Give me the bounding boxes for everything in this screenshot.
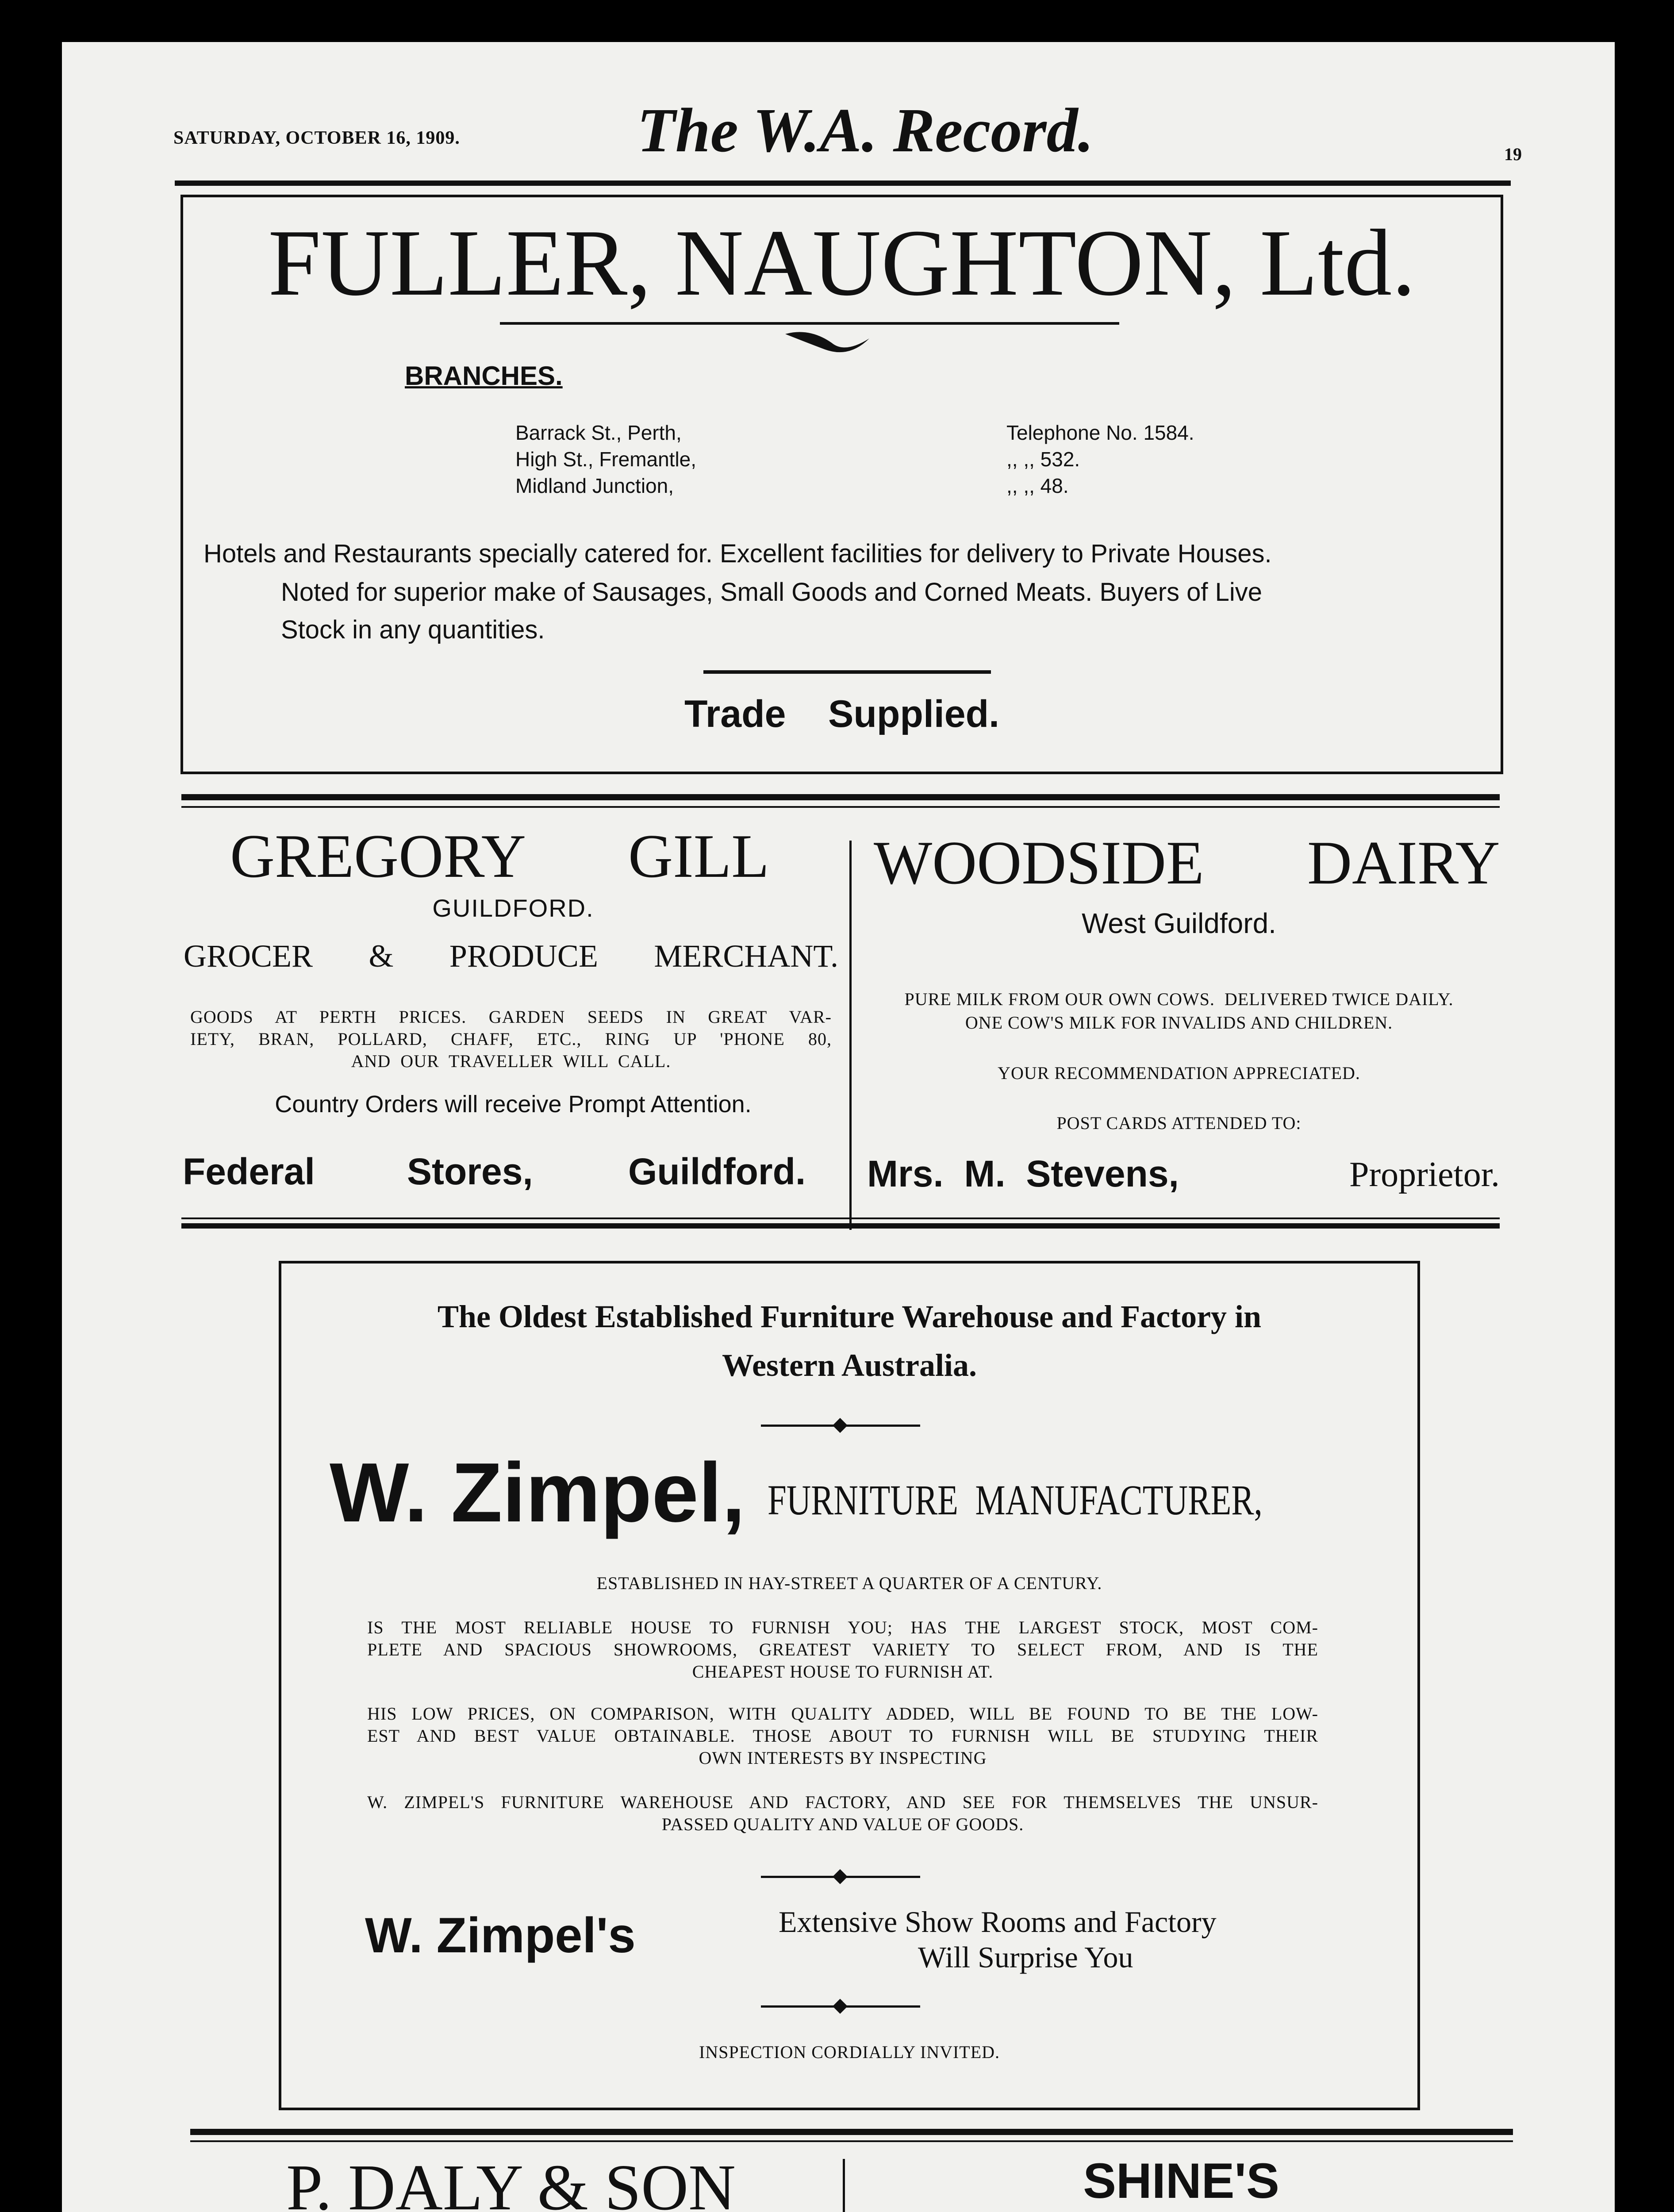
zimpel-p1-line-3: CHEAPEST HOUSE TO FURNISH AT. [692, 1662, 994, 1682]
gregory-subtitle: GUILDFORD. [432, 894, 594, 922]
zimpel-p1-line-2: PLETE AND SPACIOUS SHOWROOMS, GREATEST VARIETY TO SELECT FROM, AND IS THE [367, 1640, 1318, 1659]
woodside-line-2: ONE COW'S MILK FOR INVALIDS AND CHILDREN. [965, 1013, 1393, 1033]
fuller-title-rule [500, 322, 1119, 325]
shine-title: SHINE'S [1083, 2153, 1279, 2208]
flourish-ornament [783, 325, 872, 365]
fuller-body-line-3: Stock in any quantities. [281, 615, 545, 644]
branches-list [515, 419, 1223, 499]
section-rule-1 [181, 794, 1500, 800]
woodside-footer-name: Mrs. M. Stevens, [867, 1153, 1179, 1194]
zimpel-ad-box [279, 1261, 1420, 2110]
zimpel-footer-text-2: Will Surprise You [918, 1940, 1133, 1974]
branch-phone: ,, ,, 48. [1006, 474, 1069, 497]
section-rule-1b [181, 806, 1500, 808]
zimpel-p2-line-1: HIS LOW PRICES, ON COMPARISON, WITH QUALITY ADDED, WILL BE FOUND TO BE THE LOW- [367, 1704, 1318, 1724]
zimpel-established: ESTABLISHED IN HAY-STREET A QUARTER OF A CENTURY. [596, 1573, 1102, 1593]
fuller-divider [703, 670, 991, 674]
header-rule [175, 180, 1511, 186]
section-rule-2 [181, 1217, 1500, 1219]
woodside-line-1: PURE MILK FROM OUR OWN COWS. DELIVERED TWICE DAILY. [904, 989, 1454, 1009]
masthead: The W.A. Record. [637, 95, 1094, 165]
woodside-title-right: DAIRY [1307, 829, 1500, 897]
zimpel-footer-name: W. Zimpel's [365, 1908, 636, 1963]
branch-location: High St., Fremantle, [515, 448, 697, 471]
zimpel-p3-line-1: W. ZIMPEL'S FURNITURE WAREHOUSE AND FACTORY, AND SEE FOR THEMSELVES THE UNSUR- [367, 1792, 1318, 1812]
branch-phone: Telephone No. 1584. [1006, 421, 1194, 444]
zimpel-invite: INSPECTION CORDIALLY INVITED. [699, 2042, 1000, 2062]
woodside-footer-role: Proprietor. [1349, 1155, 1500, 1194]
zimpel-p3-line-2: PASSED QUALITY AND VALUE OF GOODS. [661, 1814, 1024, 1834]
issue-date: SATURDAY, OCTOBER 16, 1909. [173, 128, 460, 148]
gregory-title-right: GILL [628, 822, 769, 891]
zimpel-p2-line-3: OWN INTERESTS BY INSPECTING [699, 1748, 987, 1768]
daly-title: P. DALY & SON [286, 2151, 736, 2212]
gregory-line-3: AND OUR TRAVELLER WILL CALL. [351, 1051, 671, 1071]
zimpel-p2-line-2: EST AND BEST VALUE OBTAINABLE. THOSE ABOUT TO FURNISH WILL BE STUDYING THEIR [367, 1726, 1318, 1746]
zimpel-intro-2: Western Australia. [722, 1348, 977, 1383]
branch-location: Barrack St., Perth, [515, 421, 682, 444]
gregory-country-orders: Country Orders will receive Prompt Attention. [275, 1091, 752, 1118]
column-divider-1 [849, 841, 852, 1230]
zimpel-name: W. Zimpel, [330, 1446, 745, 1540]
gregory-role: GROCER & PRODUCE MERCHANT. [184, 938, 838, 974]
fuller-title: FULLER, NAUGHTON, Ltd. [268, 210, 1416, 315]
branch-phone: ,, ,, 532. [1006, 448, 1080, 471]
gregory-footer-2: Stores, [407, 1151, 533, 1192]
section-rule-2b [181, 1223, 1500, 1229]
gregory-line-2: IETY, BRAN, POLLARD, CHAFF, ETC., RING UP 'PHONE 80, [190, 1029, 832, 1049]
zimpel-p1-line-1: IS THE MOST RELIABLE HOUSE TO FURNISH YOU; HAS THE LARGEST STOCK, MOST COM- [367, 1617, 1318, 1637]
section-rule-3b [190, 2140, 1513, 2142]
gregory-line-1: GOODS AT PERTH PRICES. GARDEN SEEDS IN GREAT VAR- [190, 1007, 832, 1027]
woodside-line-3: YOUR RECOMMENDATION APPRECIATED. [998, 1063, 1360, 1083]
woodside-title-left: WOODSIDE [874, 829, 1204, 897]
branch-location: Midland Junction, [515, 474, 674, 497]
woodside-subtitle: West Guildford. [1082, 907, 1276, 939]
branches-heading: BRANCHES. [405, 361, 563, 391]
page-number: 19 [1504, 144, 1522, 164]
gregory-footer-3: Guildford. [628, 1151, 806, 1192]
trade-supplied: Trade Supplied. [684, 693, 1000, 735]
woodside-line-4: POST CARDS ATTENDED TO: [1056, 1113, 1302, 1133]
column-divider-2 [843, 2159, 845, 2212]
gregory-title-left: GREGORY [230, 822, 526, 891]
zimpel-intro-1: The Oldest Established Furniture Warehouse and Factory in [437, 1299, 1262, 1334]
zimpel-footer-text-1: Extensive Show Rooms and Factory [779, 1905, 1217, 1939]
section-rule-3 [190, 2129, 1513, 2135]
fuller-body-line-2: Noted for superior make of Sausages, Small Goods and Corned Meats. Buyers of Live [281, 578, 1263, 607]
fuller-body-line-1: Hotels and Restaurants specially catered for. Excellent facilities for delivery to Private Houses. [203, 539, 1272, 568]
zimpel-role: FURNITURE MANUFACTURER, [768, 1476, 1263, 1524]
gregory-footer-1: Federal [183, 1151, 315, 1192]
